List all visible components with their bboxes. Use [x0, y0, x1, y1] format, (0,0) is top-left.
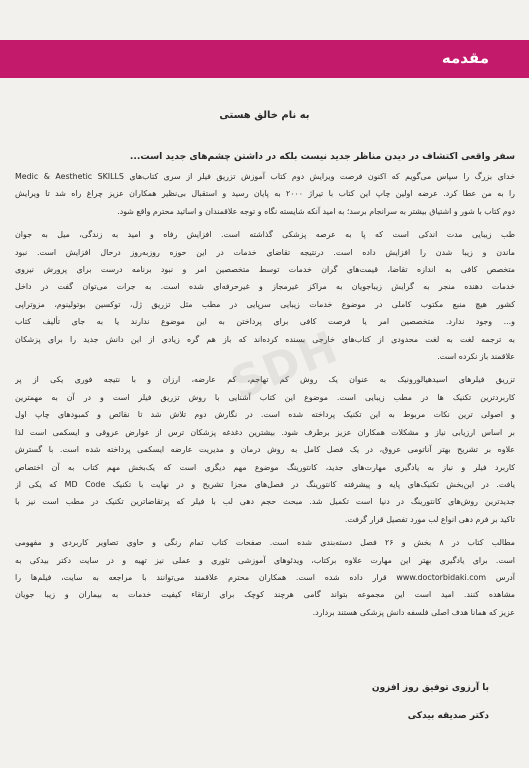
paragraph-line: تاکید بر فرم دهی انواع لب مورد تفصیل قرار گرفت. [344, 514, 515, 524]
chapter-title: مقدمه [441, 49, 489, 67]
paragraph-line: خدمات دهنده منجر به گرایش زیباجویان به مراکز غیرمجاز و غیرحرفه‌ای شده است. به جرات می‌توان گفت در داخل [15, 282, 515, 292]
paragraph-line: کاربردترین تکنیک ها در مطب زیبایی است. موضوع این کتاب آشنایی با روش تزریق فیلر است و در آن به مهمترین [15, 392, 515, 402]
paragraph-line: جدیدترین روش‌های کانتورینگ در دنیا است تکمیل شد. مبحث حجم دهی لب با فیلر که پرتقاضاترین تکنیک در مطب است نیز با [15, 497, 515, 507]
watermark: SDH [223, 321, 347, 410]
paragraph-line: را به من عطا کرد. عرضه اولین چاپ این کتاب با تیراژ ۲۰۰۰ به پایان رسید و استقبال بی‌نظیر همکاران عزیز چراغ راه شد تا ویرایش [15, 189, 515, 199]
paragraph-line: خدای بزرگ را سپاس می‌گویم که اکنون فرصت ویرایش دوم کتاب آموزش تزریق فیلر از سری کتاب‌های Medic & Aesthetic SKILLS [15, 172, 515, 181]
paragraph-line: مشاهده کنند. امید است این مجموعه بتواند گامی هرچند کوچک برای ارتقاء کیفیت خدمات به بیماران و زیبا جویان [15, 590, 515, 600]
paragraph-line: به ترجمه لغت به لغت محدودی از کتاب‌های خارجی بسنده کرده‌اند که باز هم گره زیادی از این دانش جدید را برای پزشکان [15, 334, 515, 344]
paragraph-line: و اصولی ترین نکات مربوط به این تکنیک پرداخته شده است. در نگارش دوم تلاش شد تا نقائص و کمبودهای چاپ اول [15, 410, 515, 420]
paragraph-line: علاوه بر تشریح بهتر آناتومی عروق، در یک فصل کامل به روش درمان و مدیریت عارضه ایسکمی پرداخته شده است. با گسترش [15, 445, 515, 455]
paragraph-line: تزریق فیلرهای اسیدهیالورونیک به عنوان یک روش کم تهاجم، کم عارضه، ارزان و با نتیجه فوری یکی از پر [15, 375, 515, 385]
paragraph-4 [15, 534, 515, 621]
paragraph-line: علاقمند باز نکرده است. [437, 352, 515, 362]
paragraph-line: بر اساس ارزیابی نیاز و مشکلات همکاران عزیز برطرف شود. بیشترین دغدغه پزشکان ترس از عوارض عروقی و ایسکمی است لذا [15, 427, 515, 437]
paragraph-line: متخصص کافی به اندازه تقاضا، قیمت‌های گران خدمات توسط متخصصین امر و نبود برنامه درست برای پرورش نیروی [15, 265, 515, 275]
paragraph-line: یافت. در این‌بخش تکنیک‌های پایه و پیشرفته کانتورینگ در فصل‌های مجزا تشریح و در نهایت با تکنیک MD Code که یکی از [15, 479, 515, 489]
paragraph-line: آدرس www.doctorbidaki.com قرار داده شده است. همکاران محترم علاقمند می‌توانند با مراجعه به سایت، فیلم‌ها را [15, 572, 515, 582]
paragraph-line: عزیز که همانا هدف اصلی فلسفه دانش پزشکی هستند بردارد. [312, 607, 515, 617]
paragraph-line: طب زیبایی مدت اندکی است که پا به عرصه پزشکی گذاشته است. افزایش رفاه و امید به زندگی، میل به جوان [15, 230, 515, 240]
paragraph-line: ماندن و زیبا شدن را افزایش داده است. درنتیجه تقاضای خدمات در این حوزه روزبه‌روز درحال افزایش است. نبود [15, 247, 515, 257]
paragraph-1 [15, 168, 515, 220]
paragraph-line: است. برای یادگیری بهتر این مهارت علاوه برکتاب، ویدئوهای آموزشی تئوری و عملی نیز تهیه و در سایت دکتر بیدکی به [15, 555, 515, 565]
paragraph-2 [15, 226, 515, 365]
paragraph-line: و... وجود ندارد. متخصصین امر یا فرصت کافی برای پرداختن به این موضوع ندارند یا به جای تألیف کتاب [15, 317, 515, 327]
signature-author: دکتر صدیقه بیدکی [407, 711, 489, 721]
chapter-header-band [0, 40, 529, 78]
paragraph-line: کشور هیچ منبع مکتوب کاملی در موضوع خدمات زیبایی سرپایی در مطب مثل تزریق ژل، توکسین بوتولینوم، مزوتراپی [15, 299, 515, 309]
signature-greeting: با آرزوی توفیق روز افزون [371, 683, 489, 693]
paragraph-3 [15, 371, 515, 528]
paragraph-line: کاربرد فیلر و نیاز به یادگیری مهارت‌های جدید، کانتورینگ موضوع مهم دیگری است که یک‌بخش مهم کتاب به آن اختصاص [15, 462, 515, 472]
body-text [15, 168, 515, 627]
paragraph-line: دوم کتاب با شور و اشتیاق بیشتر به سرانجام برسد؛ به امید آنکه شایسته نگاه و توجه علاقمندان و اساتید محترم واقع شود. [117, 206, 515, 216]
basmala: به نام خالق هستی [219, 110, 310, 121]
lead-quote: سفر واقعی اکتشاف در دیدن مناظر جدید نیست بلکه در داشتن چشم‌های جدید است... [129, 151, 515, 162]
paragraph-line: مطالب کتاب در ۸ بخش و ۲۶ فصل دسته‌بندی شده است. صفحات کتاب تمام رنگی و حاوی تصاویر کاربردی و مفهومی [15, 538, 515, 548]
